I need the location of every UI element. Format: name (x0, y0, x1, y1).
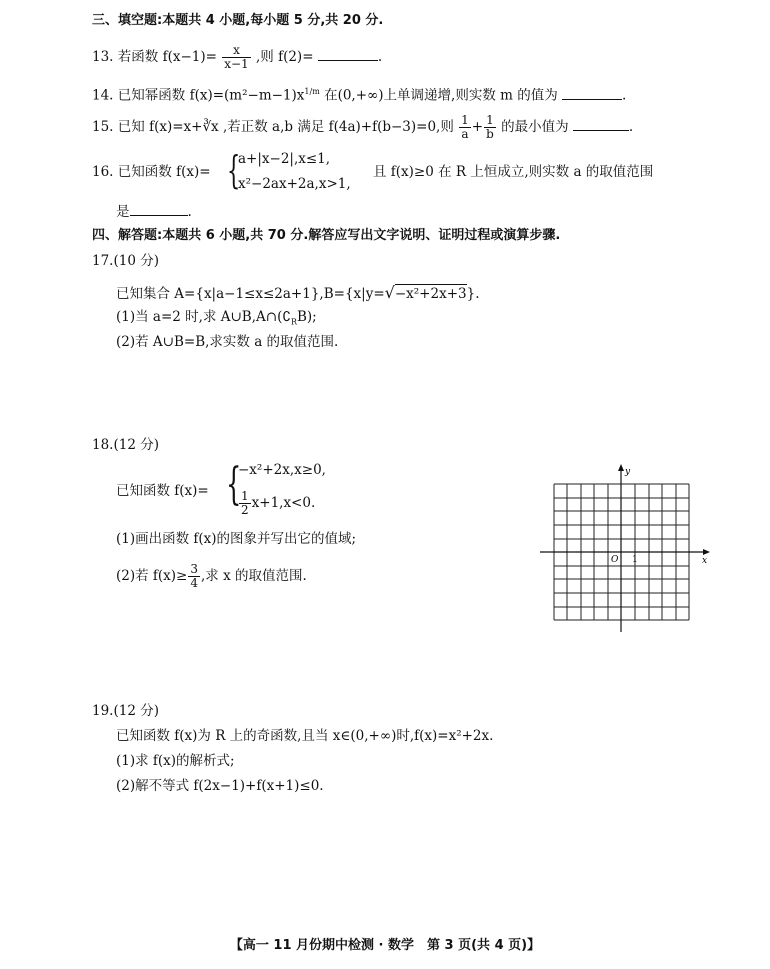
question-14-exponent: 1/m (304, 87, 320, 96)
question-19-part-1: (1)求 f(x)的解析式; (116, 753, 235, 769)
question-14: 14. 已知幂函数 $f(x)=(m^2-m-1)x^{1/m}$ 在(0,+∞)上单调递增,则实数 m 的值为 . (92, 87, 627, 104)
question-18-text-a: 已知函数 f(x)= (116, 483, 209, 499)
question-15-text-a: 已知 f(x)=x+∛x ,若正数 a,b 满足 f(4a)+f(b−3)=0,则 (117, 119, 454, 135)
question-17-stem-end: }. (466, 286, 480, 302)
question-15-fraction-b: $\frac{1}{b}$ (486, 113, 494, 141)
question-17-radicand: −x²+2x+3 (394, 286, 467, 302)
question-15-fraction-a: $\frac{1}{a}$ (461, 113, 469, 141)
answer-blank (130, 203, 188, 216)
question-13-number: 13. (92, 49, 114, 65)
question-17-part-1: (1)当 a=2 时,求 $A\cup B,A\cap(∁_RB)$; (116, 309, 317, 327)
question-16-continuation: 是 . (116, 204, 192, 220)
y-axis-label: y (625, 467, 631, 477)
x-axis-arrow (703, 549, 710, 555)
question-17-part-2: (2)若 A∪B=B,求实数 a 的取值范围. (116, 334, 339, 350)
origin-label: O (611, 555, 619, 565)
y-axis-arrow (618, 464, 624, 471)
question-18-case-2: $\frac{1}{2}$ x+1,x<0. (241, 489, 316, 517)
question-16-lead (92, 163, 211, 181)
answer-blank (573, 118, 629, 131)
coordinate-grid-svg (540, 462, 715, 634)
tick-label-1: 1 (632, 555, 638, 565)
question-15: 15. 已知 f(x)=x+∛x ,若正数 a,b 满足 f(4a)+f(b−3)=0,则 $\frac{1}{a}$ + $\frac{1}{b}$ 的最小值为 . (92, 113, 634, 141)
question-19-number: 19.(12 分) (92, 703, 159, 719)
section-4-heading: 四、解答题:本题共 6 小题,共 70 分.解答应写出文字说明、证明过程或演算步骤. (92, 228, 561, 243)
question-14-text-a: 已知幂函数 f(x)=(m²−m−1)x (117, 87, 305, 104)
page-footer: 【高一 11 月份期中检测 · 数学 第 3 页(共 4 页)】 (229, 938, 541, 953)
question-13-fraction: $\frac{x}{x-1}$ (224, 43, 249, 71)
question-19-stem: 已知函数 f(x)为 R 上的奇函数,且当 x∈(0,+∞)时,f(x)=x²+2x. (116, 728, 494, 744)
coordinate-grid (540, 462, 715, 634)
answer-blank (562, 87, 622, 100)
question-15-text-b: 的最小值为 (501, 119, 569, 135)
answer-blank (318, 48, 378, 61)
question-16-case-2: x²−2ax+2a,x>1, (238, 176, 351, 192)
left-brace: { (226, 459, 242, 510)
question-18-part-2: (2)若 f(x)≥ $\frac{3}{4}$ ,求 x 的取值范围. (116, 562, 307, 590)
section-3-heading: 三、填空题:本题共 4 小题,每小题 5 分,共 20 分. (92, 13, 384, 28)
plus-sign: + (471, 119, 484, 135)
question-13-text-b: ,则 f(2)= (256, 49, 314, 65)
question-16-case-1: a+|x−2|,x≤1, (238, 151, 331, 167)
left-brace: { (227, 148, 241, 192)
question-13: 13. 若函数 f(x−1)= $\frac{x}{x-1}$ ,则 f(2)= . (92, 43, 383, 71)
question-18-part-1: (1)画出函数 f(x)的图象并写出它的值域; (116, 531, 357, 547)
question-18-case-1: −x²+2x,x≥0, (238, 462, 326, 478)
x-axis-label: x (702, 556, 708, 566)
question-16-text-b: 且 f(x)≥0 在 R 上恒成立,则实数 a 的取值范围 (373, 164, 654, 180)
question-15-number: 15. (92, 119, 114, 135)
question-17-stem: 已知集合 A={x|a−1≤x≤2a+1},B={x|y=√−x²+2x+3}. (116, 283, 480, 302)
question-16-text-c: 是 (116, 204, 130, 220)
question-17-number: 17.(10 分) (92, 253, 159, 269)
question-13-text-a: 若函数 f(x−1)= (117, 49, 217, 65)
question-16-number: 16. (92, 164, 114, 180)
question-18-number: 18.(12 分) (92, 437, 159, 453)
question-14-number: 14. (92, 87, 114, 104)
question-16-text-a: 已知函数 f(x)= (117, 164, 211, 180)
question-19-part-2: (2)解不等式 f(2x−1)+f(x+1)≤0. (116, 778, 324, 794)
question-17-stem-text: 已知集合 A={x|a−1≤x≤2a+1},B={x|y= (116, 286, 385, 302)
question-14-text-b: 在(0,+∞)上单调递增,则实数 m 的值为 (324, 87, 558, 104)
